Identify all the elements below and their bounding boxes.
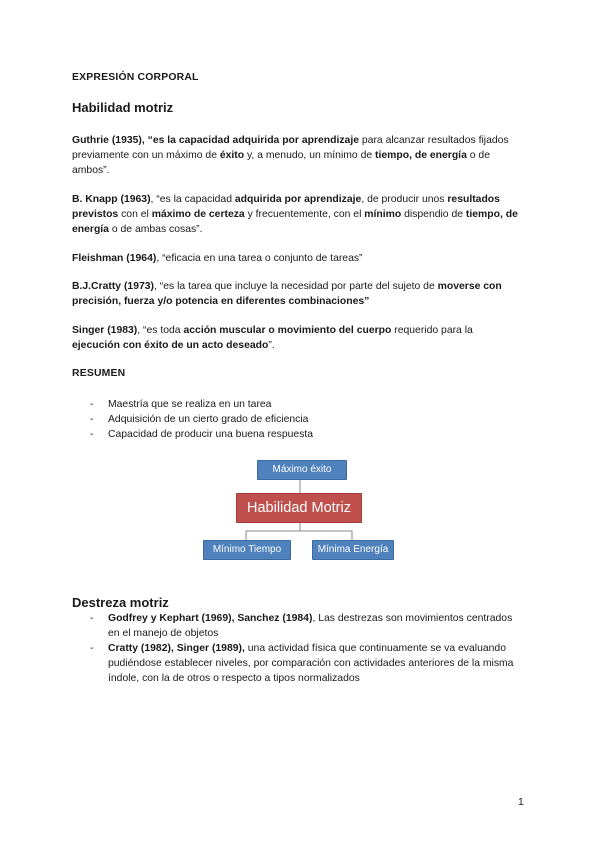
text: ”. bbox=[268, 340, 275, 351]
section-heading-habilidad: Habilidad motriz bbox=[72, 100, 174, 115]
bold-text: adquirida por aprendizaje bbox=[234, 194, 362, 205]
bold-text: ejecución con éxito de un acto deseado bbox=[72, 340, 269, 351]
diagram-node-minima-energia: Mínima Energía bbox=[312, 540, 394, 560]
diagram-node-habilidad-motriz: Habilidad Motriz bbox=[236, 493, 362, 523]
text: una actividad física que continuamente se va evaluando pudiéndose establecer niveles, por comparación con actividades anteriores de la misma índole, con la de otros o respecto a tipos normalizados bbox=[108, 643, 514, 684]
author: Fleishman (1964) bbox=[72, 253, 157, 264]
diagram-node-minimo-tiempo: Mínimo Tiempo bbox=[203, 540, 291, 560]
bold-text: moverse con precisión, fuerza y/o potencia en diferentes combinaciones” bbox=[72, 281, 502, 307]
text: , “es la capacidad bbox=[150, 194, 235, 205]
resumen-heading: RESUMEN bbox=[72, 368, 126, 379]
definition-knapp bbox=[72, 192, 522, 237]
text: , “es toda bbox=[137, 325, 184, 336]
text: dispendio de bbox=[401, 209, 466, 220]
bold-text: éxito bbox=[219, 150, 245, 161]
list-item: - Adquisición de un cierto grado de eficiencia bbox=[90, 412, 520, 427]
definition-cratty bbox=[72, 279, 522, 309]
bold-text: resultados previstos bbox=[72, 194, 500, 220]
text: o de ambos”. bbox=[72, 150, 490, 176]
list-item bbox=[90, 641, 520, 686]
bold-text: “es la capacidad adquirida por aprendizaje bbox=[147, 135, 360, 146]
text: , “es la tarea que incluye la necesidad por parte del sujeto de bbox=[154, 281, 438, 292]
author: B.J.Cratty (1973) bbox=[72, 281, 155, 292]
destreza-list bbox=[90, 611, 520, 686]
text: , Las destrezas son movimientos centrados en el manejo de objetos bbox=[108, 613, 513, 639]
document-title: EXPRESIÓN CORPORAL bbox=[72, 72, 199, 83]
text: requerido para la bbox=[391, 325, 473, 336]
bold-text: Cratty (1982), Singer (1989), bbox=[108, 643, 245, 654]
text: y, a menudo, un mínimo de bbox=[244, 150, 376, 161]
list-item: - Capacidad de producir una buena respuesta bbox=[90, 427, 520, 442]
definition-guthrie bbox=[72, 133, 522, 178]
list-item bbox=[90, 611, 520, 641]
text: , de producir unos bbox=[361, 194, 448, 205]
author: Guthrie (1935), bbox=[72, 135, 145, 146]
bold-text: máximo de certeza bbox=[151, 209, 245, 220]
text: , “eficacia en una tarea o conjunto de tareas” bbox=[156, 253, 363, 264]
text: o de ambas cosas”. bbox=[108, 224, 203, 235]
author: Singer (1983) bbox=[72, 325, 138, 336]
text: y frecuentemente, con el bbox=[244, 209, 365, 220]
definition-singer bbox=[72, 323, 522, 353]
bold-text: tiempo, de energía bbox=[375, 150, 467, 161]
definition-fleishman bbox=[72, 251, 522, 266]
bold-text: mínimo bbox=[364, 209, 402, 220]
section-heading-destreza: Destreza motriz bbox=[72, 595, 169, 610]
page-number: 1 bbox=[518, 797, 524, 808]
resumen-list bbox=[90, 397, 520, 442]
text: con el bbox=[118, 209, 152, 220]
list-item: - Maestría que se realiza en un tarea bbox=[90, 397, 520, 412]
bold-text: tiempo, de energía bbox=[72, 209, 518, 235]
author: B. Knapp (1963) bbox=[72, 194, 151, 205]
bold-text: acción muscular o movimiento del cuerpo bbox=[183, 325, 392, 336]
habilidad-diagram bbox=[200, 456, 400, 570]
connector-left bbox=[246, 522, 300, 541]
text: para alcanzar resultados fijados previamente con un máximo de bbox=[72, 135, 509, 161]
diagram-node-maximo-exito: Máximo éxito bbox=[257, 460, 347, 480]
bold-text: Godfrey y Kephart (1969), Sanchez (1984) bbox=[108, 613, 313, 624]
